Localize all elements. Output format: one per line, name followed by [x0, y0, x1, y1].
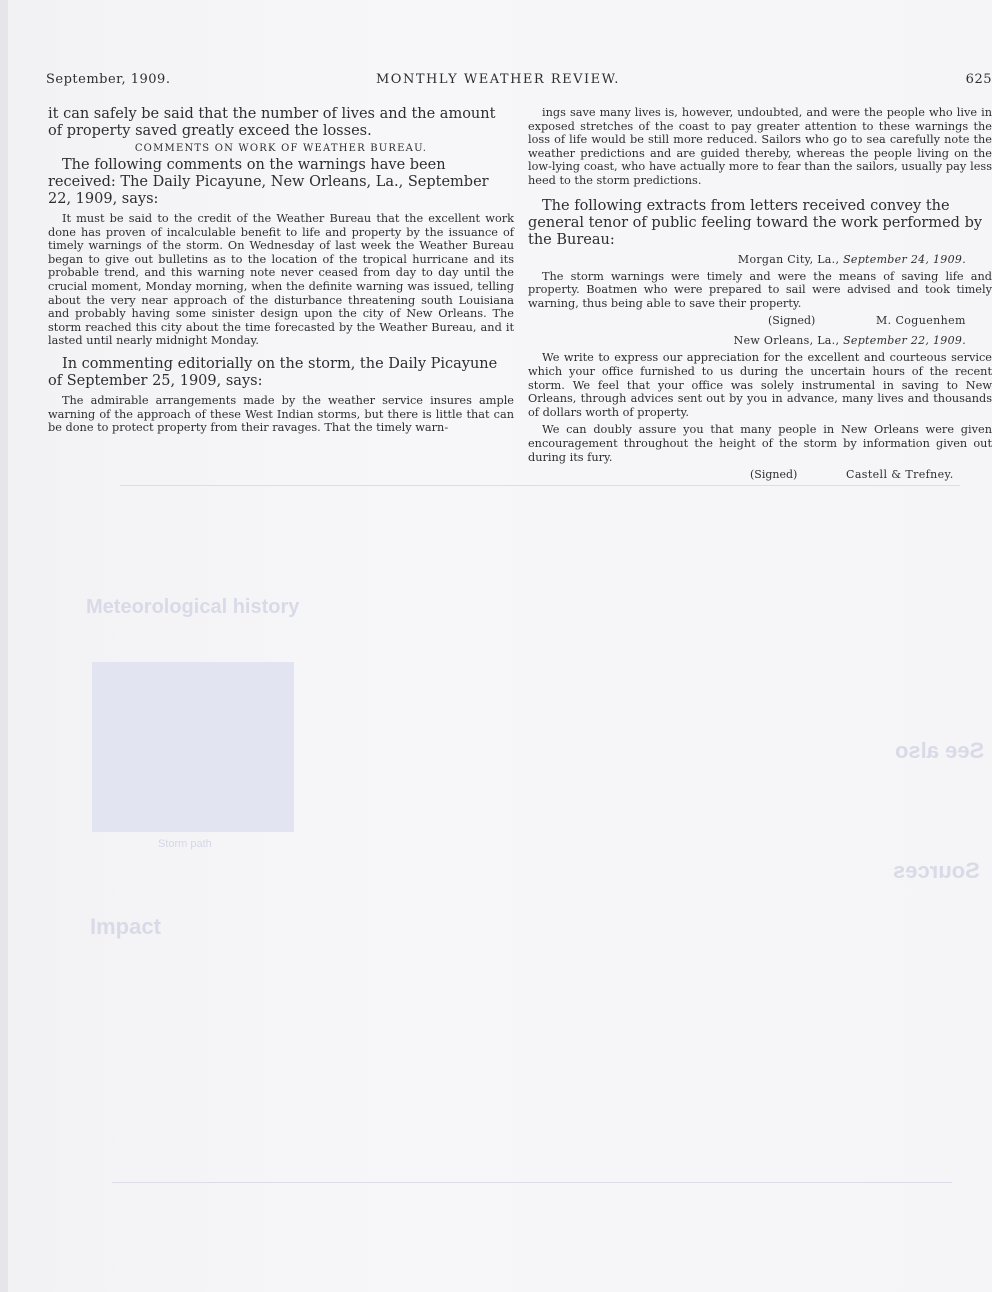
letter-1-date: September 24, 1909. [843, 252, 966, 266]
bleed-through-heading: Meteorological history [86, 596, 300, 618]
left-column [48, 106, 514, 439]
running-header [46, 72, 992, 90]
signer-name: Castell & Trefney. [846, 468, 954, 482]
letter-2-dateline [528, 334, 966, 347]
picayune-quote-1: It must be said to the credit of the Weather Bureau that the excellent work done has proven of incalculable benefit to life and property by the issuance of timely warnings of the storm. On Wednesday of last week the Weather Bureau began to give out bulletins as to the location of the tropical hurricane and its probable trend, and this warning note never ceased from day to day until the crucial moment, Monday morning, when the definite warning was issued, telling about the very near approach of the disturbance threatening south Louisiana and probably having some sinister design upon the city of New Orleans. The storm reached this city about the time forecasted by the Weather Bureau, and it lasted until nearly midnight Monday. [48, 212, 514, 348]
editorial-intro: In commenting editorially on the storm, the Daily Picayune of September 25, 1909, says: [48, 355, 498, 389]
bleed-through-rule [112, 1182, 952, 1183]
letter-2-date: September 22, 1909. [843, 334, 966, 348]
intro-paragraph: it can safely be said that the number of lives and the amount of property saved greatly exceed the losses. [48, 106, 496, 139]
signed-label: (Signed) [768, 314, 816, 328]
letter-1-dateline [528, 253, 966, 266]
letter-2-body: We can doubly assure you that many people in New Orleans were given encouragement throughout the height of the storm by information given out during its fury. [528, 423, 992, 464]
letter-2-body: We write to express our appreciation for the excellent and courteous service which your office furnished to us during the uncertain hours of the recent storm. We feel that your office was solely instrumental in saving to New Orleans, through advices sent out by you in advance, many lives and thousands of dollars worth of property. [528, 351, 992, 419]
bleed-through-heading: Sources [893, 858, 980, 883]
page-number: 625 [965, 72, 992, 87]
bleed-through-heading: Impact [90, 914, 161, 939]
journal-title: MONTHLY WEATHER REVIEW. [376, 72, 620, 87]
letter-1-body: The storm warnings were timely and were the means of saving life and property. Boatmen who were prepared to sail were advised and took timely warning, thus being able to save their property. [528, 269, 992, 310]
signed-label: (Signed) [750, 468, 798, 482]
picayune-quote-2: The admirable arrangements made by the weather service insures ample warning of the approach of these West Indian storms, but there is little that can be done to protect property from their ravages. That the timely warn- [48, 393, 514, 435]
page-edge [0, 0, 8, 1292]
right-column [528, 106, 992, 488]
bleed-through-image [92, 662, 294, 832]
letter-1-signature [528, 314, 992, 328]
bleed-through-caption: Storm path [158, 838, 212, 850]
letter-2-place: New Orleans, La., [733, 334, 840, 348]
quote-continuation: ings save many lives is, however, undoubted, and were the people who live in exposed stretches of the coast to pay greater attention to these warnings the loss of life would be still more reduced. Sailors who go to sea carefully note the weather predictions and are guided thereby, whereas the people living on the low-lying coast, who have actually more to fear than the sailors, usually pay less heed to the storm predictions. [528, 106, 992, 187]
comments-intro: The following comments on the warnings have been received: The Daily Picayune, New Orleans, La., September 22, 1909, says: [48, 157, 489, 207]
extracts-intro: The following extracts from letters received convey the general tenor of public feeling toward the work performed by the Bureau: [528, 197, 983, 248]
section-heading: COMMENTS ON WORK OF WEATHER BUREAU. [134, 143, 428, 154]
header-date: September, 1909. [46, 72, 171, 87]
signer-name: M. Coguenhem [876, 314, 966, 328]
letter-1-place: Morgan City, La., [737, 252, 840, 266]
letter-2-signature [528, 468, 992, 482]
bleed-through-heading: See also [895, 738, 985, 763]
